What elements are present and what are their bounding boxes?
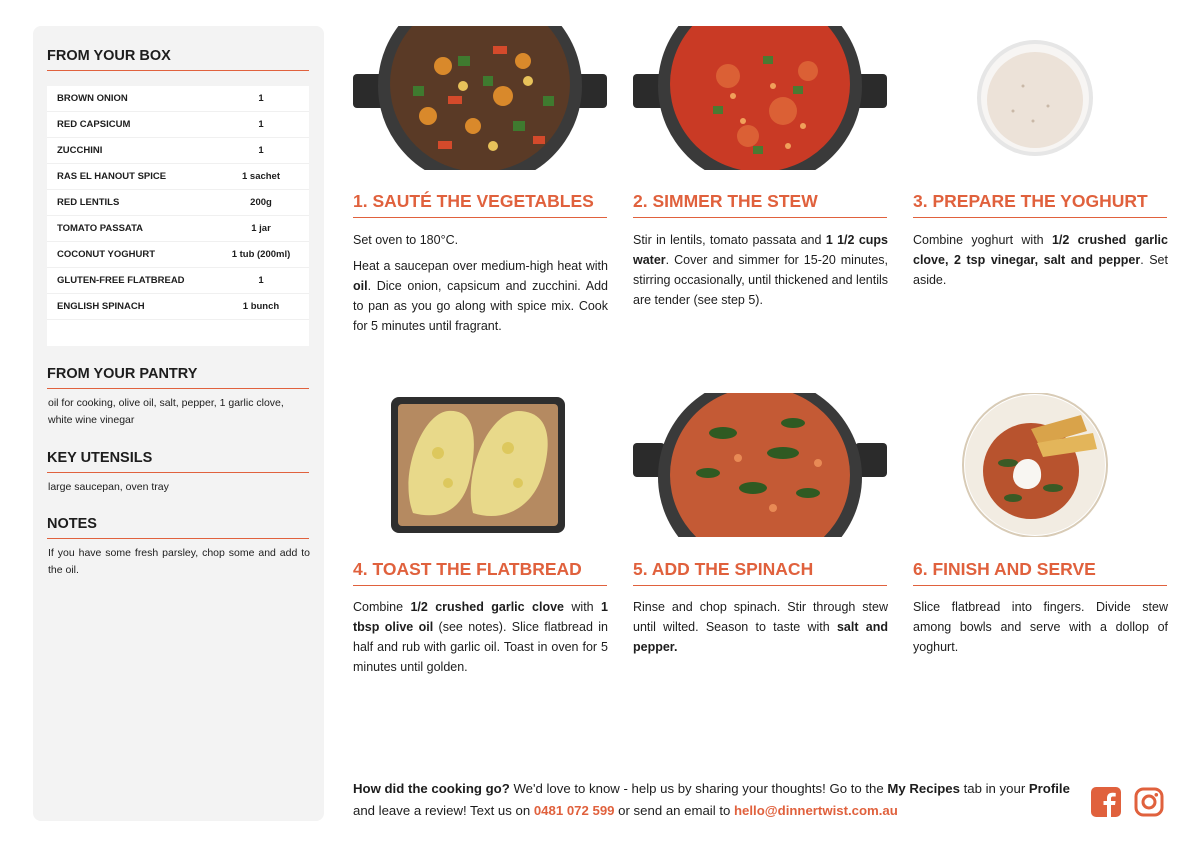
notes-heading: NOTES xyxy=(47,516,309,539)
utensils-text: large saucepan, oven tray xyxy=(48,481,169,493)
step-1-body xyxy=(353,230,608,342)
feedback-question: How did the cooking go? xyxy=(353,781,510,796)
step-6-title: 6. FINISH AND SERVE xyxy=(913,559,1167,586)
pantry-text: oil for cooking, olive oil, salt, pepper, 1 garlic clove, white wine vinegar xyxy=(48,397,284,426)
ingredients-sidebar xyxy=(33,26,324,821)
step-4-title: 4. TOAST THE FLATBREAD xyxy=(353,559,607,586)
feedback-footer: How did the cooking go? We'd love to know - help us by sharing your thoughts! Go to the My Recipes tab in your Profile and leave a review! Text us on 0481 072 599 or send an email to hello@dinnertwist.com.au xyxy=(353,781,1070,818)
facebook-icon[interactable] xyxy=(1090,786,1122,818)
step-1-intro: Set oven to 180°C. xyxy=(353,233,459,247)
table-row: ZUCCHINI 1 xyxy=(47,138,309,164)
box-ingredients-table xyxy=(47,86,309,346)
table-row: RED LENTILS 200g xyxy=(47,190,309,216)
step-5-title: 5. ADD THE SPINACH xyxy=(633,559,887,586)
instagram-icon[interactable] xyxy=(1133,786,1165,818)
step-4-instructions: Combine 1/2 crushed garlic clove with 1 tbsp olive oil (see notes). Slice flatbread in half and rub with garlic oil. Toast in oven for 5 minutes until golden. xyxy=(353,600,608,674)
table-row: GLUTEN-FREE FLATBREAD 1 xyxy=(47,268,309,294)
step-3-title: 3. PREPARE THE YOGHURT xyxy=(913,191,1167,218)
step-2-title: 2. SIMMER THE STEW xyxy=(633,191,887,218)
table-row: RED CAPSICUM 1 xyxy=(47,112,309,138)
step-6-body xyxy=(913,597,1168,663)
email-link[interactable]: hello@dinnertwist.com.au xyxy=(734,803,898,818)
table-row: COCONUT YOGHURT 1 tub (200ml) xyxy=(47,242,309,268)
simmering-stew-pot-photo xyxy=(633,26,887,170)
notes-text: If you have some fresh parsley, chop some and add to the oil. xyxy=(48,547,310,576)
plated-stew-photo xyxy=(913,393,1167,537)
pantry-heading: FROM YOUR PANTRY xyxy=(47,366,309,389)
step-2-body xyxy=(633,230,888,316)
from-your-box-heading: FROM YOUR BOX xyxy=(47,48,309,71)
sauteed-vegetables-pot-photo xyxy=(353,26,607,170)
phone-number-link[interactable]: 0481 072 599 xyxy=(533,803,615,818)
toasted-flatbread-tray-photo xyxy=(353,393,607,537)
my-recipes-link[interactable]: My Recipes xyxy=(887,781,960,796)
stew-with-spinach-pot-photo xyxy=(633,393,887,537)
step-1-title: 1. SAUTÉ THE VEGETABLES xyxy=(353,191,607,218)
step-6-instructions: Slice flatbread into fingers. Divide stew among bowls and serve with a dollop of yoghurt. xyxy=(913,600,1168,654)
step-4-body xyxy=(353,597,608,683)
step-1-instructions: Heat a saucepan over medium-high heat with oil. Dice onion, capsicum and zucchini. Add to pan as you go along with spice mix. Cook for 5 minutes until fragrant. xyxy=(353,259,608,333)
step-3-body xyxy=(913,230,1168,296)
table-row: TOMATO PASSATA 1 jar xyxy=(47,216,309,242)
step-3-instructions: Combine yoghurt with 1/2 crushed garlic clove, 2 tsp vinegar, salt and pepper. Set aside. xyxy=(913,233,1168,287)
step-5-body xyxy=(633,597,888,663)
table-row: BROWN ONION 1 xyxy=(47,86,309,112)
table-row: RAS EL HANOUT SPICE 1 sachet xyxy=(47,164,309,190)
table-row: ENGLISH SPINACH 1 bunch xyxy=(47,294,309,320)
step-5-instructions: Rinse and chop spinach. Stir through stew until wilted. Season to taste with salt and pepper. xyxy=(633,600,888,654)
step-2-instructions: Stir in lentils, tomato passata and 1 1/2 cups water. Cover and simmer for 15-20 minutes, stirring occasionally, until thickened and lentils are tender (see step 5). xyxy=(633,233,888,307)
profile-link[interactable]: Profile xyxy=(1028,781,1070,796)
utensils-heading: KEY UTENSILS xyxy=(47,450,309,473)
yoghurt-bowl-photo xyxy=(913,26,1167,170)
